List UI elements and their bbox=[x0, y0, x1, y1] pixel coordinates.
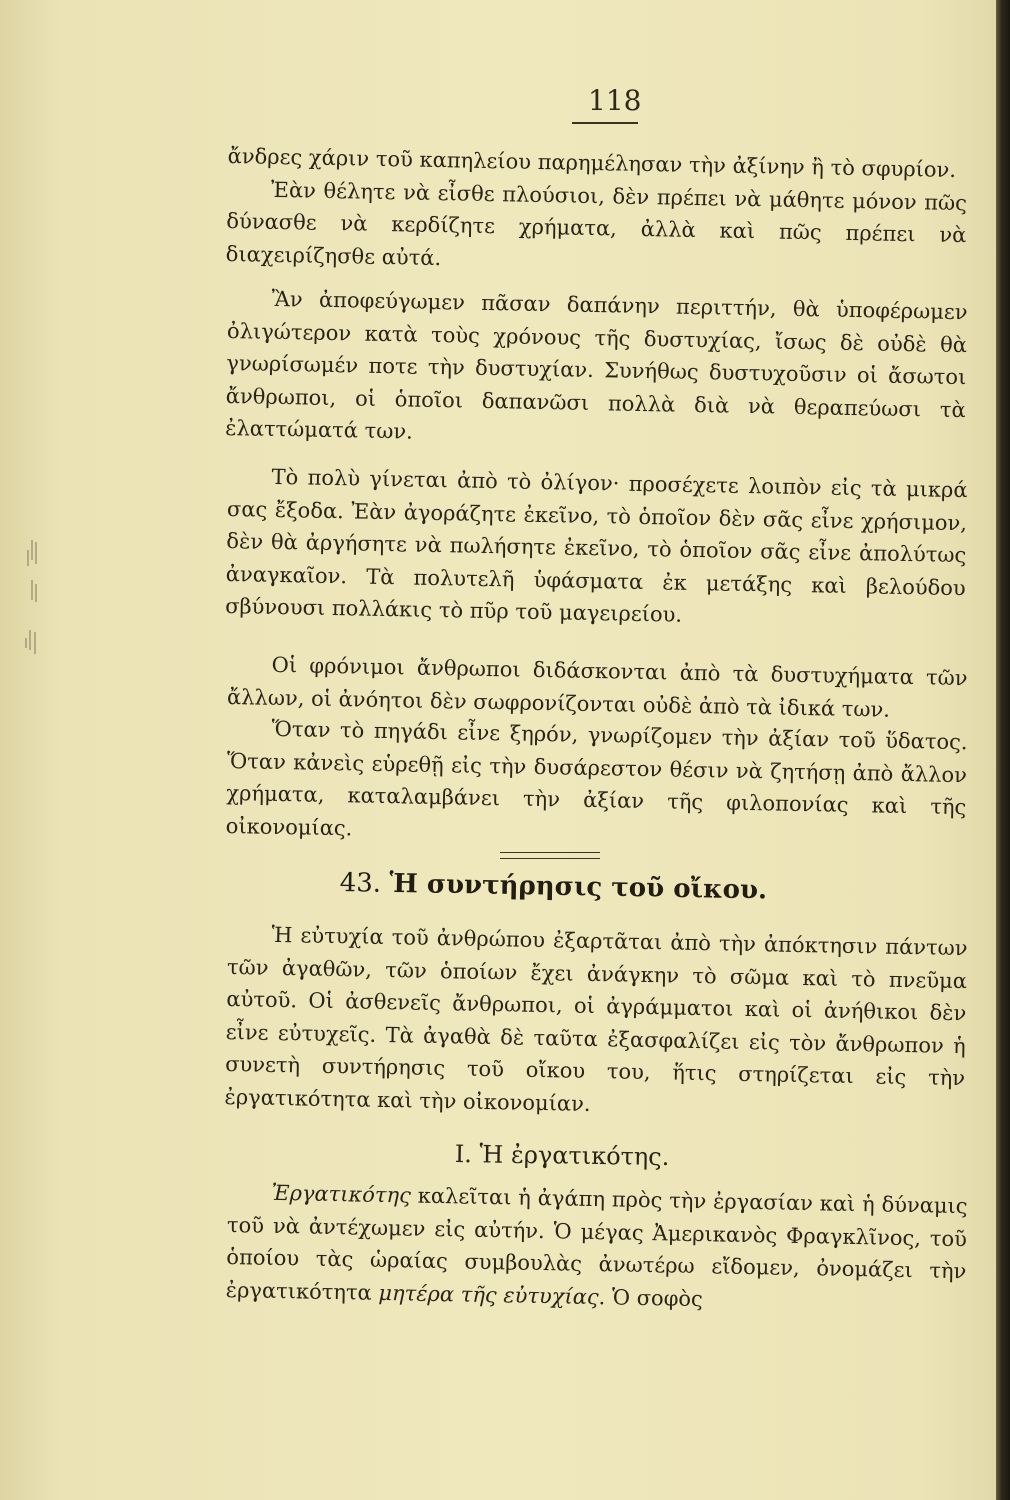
section-intro: Ἡ εὐτυχία τοῦ ἀνθρώπου ἐξαρτᾶται ἀπὸ τὴν ἀπόκτησιν πάντων τῶν ἀγαθῶν, τῶν ὁποίων ἔχει ἀνάγκην τὸ σῶμα καὶ τὸ πνεῦμα αὐτοῦ. Οἱ ἀσθενεῖς ἄνθρωποι, οἱ ἀγράμματοι καὶ οἱ ἀνήθικοι δὲν εἶνε εὐτυχεῖς. Τὰ ἀγαθὰ δὲ ταῦτα ἐξασφαλίζει εἰς τὸν ἄνθρωπον ἡ συνετὴ συντήρησις τοῦ οἴκου του, ἥτις στηρίζεται εἰς τὴν ἐργατικότητα καὶ τὴν οἰκονομίαν. bbox=[224, 922, 968, 1116]
page-number: 118 bbox=[588, 84, 642, 117]
text-block-2 bbox=[225, 282, 968, 459]
subsection-text-2: . Ὁ σοφὸς bbox=[598, 1284, 704, 1311]
subsection-title: Ι. Ἡ ἐργατικότης. bbox=[454, 1140, 670, 1171]
paragraph-3: Ἂν ἀποφεύγωμεν πᾶσαν δαπάνην περιττήν, θὰ ὑποφέρωμεν ὀλιγώτερον κατὰ τοὺς χρόνους τῆς δυστυχίας, ἴσως δὲ οὐδὲ θὰ γνωρίσωμέν ποτε τὴν δυστυχίαν. Συνήθως δυστυχοῦσιν οἱ ἄσωτοι ἄνθρωποι, οἱ ὁποῖοι δαπανῶσι πολλὰ διὰ νὰ θεραπεύωσι τὰ ἐλαττώματά των. bbox=[224, 286, 968, 444]
emphasis-phrase: μητέρα τῆς εὐτυχίας bbox=[378, 1280, 599, 1309]
subsection-text-block bbox=[226, 1176, 968, 1320]
page-number-underline bbox=[572, 122, 638, 124]
section-number: 43. bbox=[339, 868, 382, 899]
paragraph-1: ἄνδρες χάριν τοῦ καπηλείου παρημέλησαν τὴν ἀξίνην ἢ τὸ σφυρίον. bbox=[227, 143, 957, 182]
section-title: Ἡ συντήρησις τοῦ οἴκου. bbox=[389, 868, 768, 906]
text-block-1 bbox=[226, 140, 968, 284]
text-block-5 bbox=[226, 712, 968, 856]
book-gutter-edge bbox=[996, 0, 1010, 1500]
subsection-text-1: καλεῖται ἡ ἀγάπη πρὸς τὴν ἐργασίαν καὶ ἡ δύναμις τοῦ νὰ ἀντέχωμεν εἰς αὐτήν. Ὁ μέγας Ἀμερικανὸς Φραγκλῖνος, τοῦ ὁποίου τὰς ὡραίας συμβουλὰς ἀνωτέρω εἴδομεν, ὀνομάζει τὴν ἐργατικότητα bbox=[225, 1183, 968, 1305]
paragraph-5: Οἱ φρόνιμοι ἄνθρωποι διδάσκονται ἀπὸ τὰ δυστυχήματα τῶν ἄλλων, οἱ ἀνόητοι δὲν σωφρονίζονται οὐδὲ ἀπὸ τὰ ἰδικά των. bbox=[226, 652, 968, 722]
paragraph-6: Ὅταν τὸ πηγάδι εἶνε ξηρόν, γνωρίζομεν τὴν ἀξίαν τοῦ ὕδατος. Ὅταν κἀνεὶς εὑρεθῇ εἰς τὴν δυσάρεστον θέσιν νὰ ζητήσῃ ἀπὸ ἄλλον χρήματα, καταλαμβάνει τὴν ἀξίαν τῆς φιλοπονίας καὶ τῆς οἰκονομίας. bbox=[225, 716, 968, 840]
section-intro-block bbox=[224, 918, 968, 1127]
paragraph-2: Ἐὰν θέλητε νὰ εἶσθε πλούσιοι, δὲν πρέπει νὰ μάθητε μόνον πῶς δύνασθε νὰ κερδίζητε χρήματα, ἀλλὰ καὶ πῶς πρέπει νὰ διαχειρίζησθε αὐτά. bbox=[225, 177, 968, 270]
subsection-paragraph bbox=[226, 1176, 968, 1320]
margin-bleed-marks bbox=[2, 520, 42, 670]
text-block-3 bbox=[225, 460, 968, 637]
defined-term: Ἐργατικότης bbox=[271, 1180, 412, 1208]
section-heading bbox=[339, 868, 767, 905]
section-divider bbox=[500, 852, 600, 859]
paragraph-4: Τὸ πολὺ γίνεται ἀπὸ τὸ ὀλίγον· προσέχετε λοιπὸν εἰς τὰ μικρά σας ἔξοδα. Ἐὰν ἀγοράζητε ἐκεῖνο, τὸ ὁποῖον δὲν σᾶς εἶνε χρήσιμον, δὲν θὰ ἀργήσητε νὰ πωλήσητε ἐκεῖνο, τὸ ὁποῖον σᾶς εἶνε ἀπολύτως ἀναγκαῖον. Τὰ πολυτελῆ ὑφάσματα ἐκ μετάξης καὶ βελούδου σβύνουσι πολλάκις τὸ πῦρ τοῦ μαγειρείου. bbox=[224, 464, 968, 627]
